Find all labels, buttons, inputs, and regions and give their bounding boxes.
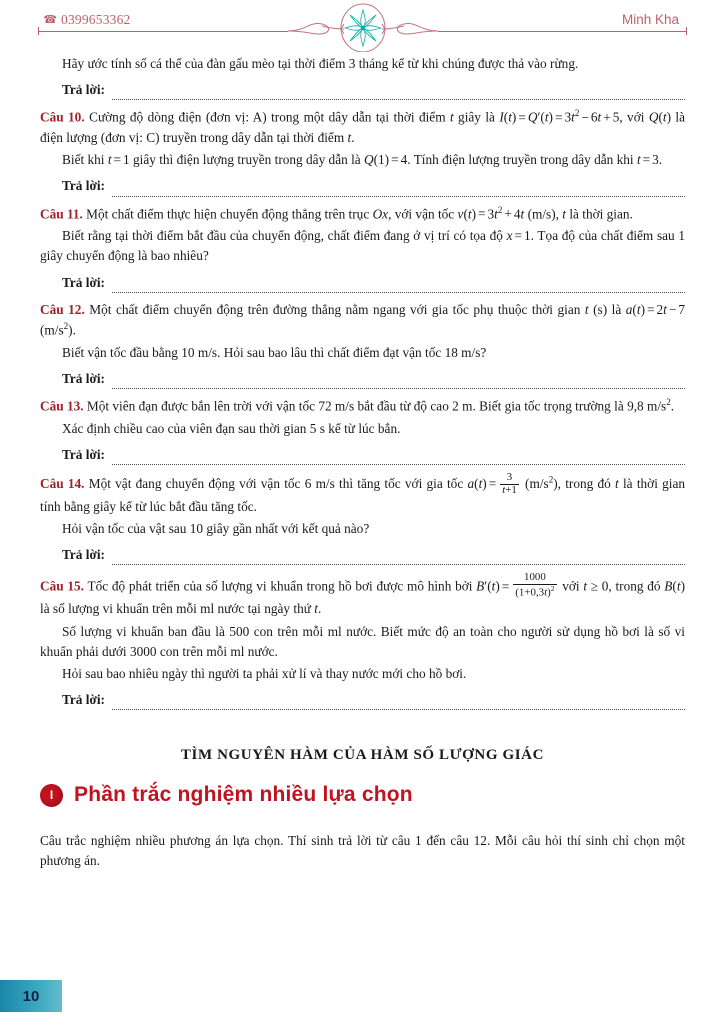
question-12-sub: Biết vận tốc đầu bằng 10 m/s. Hỏi sau bao lâu thì chất điểm đạt vận tốc 18 m/s? [62,344,487,360]
page-header [0,0,725,48]
question-13-label: Câu 13. [40,398,84,414]
floral-divider-ornament [288,0,438,52]
question-10-text-b: giây là [453,109,500,125]
part-title: Phần trắc nghiệm nhiều lựa chọn [74,783,413,807]
question-11-label: Câu 11. [40,206,83,222]
phone-icon: ☎ [43,13,57,26]
question-13-sub: Xác định chiều cao của viên đạn sau thời gian 5 s kể từ lúc bắn. [62,420,401,436]
page-content [0,48,725,872]
answer-label: Trả lời: [62,178,105,194]
question-10-statement: Câu 10. Cường độ dòng điện (đơn vị: A) trong một dây dẫn tại thời điểm t giây là $I(t) = Q'(t) = 3t^2 - 6t + 5$, với Q(t) là điện lượng (đơn vị: C) truyền trong dây dẫn tại thời điểm t. [40,108,686,146]
question-12-label: Câu 12. [40,301,85,317]
section-title: TÌM NGUYÊN HÀM CỦA HÀM SỐ LƯỢNG GIÁC [180,747,545,764]
answer-row-14 [40,545,685,565]
question-10-text-a: Cường độ dòng điện (đơn vị: A) trong một dây dẫn tại thời điểm [89,109,450,125]
answer-row-intro [40,80,685,100]
question-11-sub: Biết rằng tại thời điểm bắt đầu của chuyển động, chất điểm đang ở vị trí có tọa độ x = 1. Tọa độ của chất điểm sau 1 giây chuyển động là bao nhiêu? [40,228,685,264]
question-10-label: Câu 10. [40,109,85,125]
question-14-statement: Câu 14. Một vật đang chuyển động với vận tốc 6 m/s thì tăng tốc với gia tốc a(t) = $\frac{3}{t+1}$ $(m/s^2)$, trong đó t là thời gian tính bằng giây kể từ lúc bắt đầu tăng tốc. [40,471,686,514]
question-15-sub-b: Hỏi sau bao nhiêu ngày thì người ta phải xử lí và thay nước mới cho hồ bơi. [62,666,467,682]
question-block-12 [40,300,685,389]
header-author: Minh Kha [614,12,679,27]
answer-dotted-line[interactable] [112,190,685,197]
part-number-badge: I [40,784,63,807]
question-15-statement: Câu 15. Tốc độ phát triển của số lượng vi khuẩn trong hồ bơi được mô hình bởi B′(t) = $\frac{1000}{(1+0,3t)^2}$ với t ≥ 0, trong đó B(t) là số lượng vi khuẩn trên mỗi ml nước tại ngày thứ t. [40,571,685,617]
header-phone-number: 0399653362 [61,12,131,27]
part-description: Câu trắc nghiệm nhiều phương án lựa chọn. Thí sinh trả lời từ câu 1 đến câu 12. Mỗi câu hỏi thí sinh chỉ chọn một phương án. [40,833,685,869]
part-heading [40,779,685,811]
question-11-statement: Câu 11. Một chất điểm thực hiện chuyển động thẳng trên trục Ox, với vận tốc $v(t) = 3t^2 + 4t$ (m/s), t là thời gian. [40,204,633,222]
question-10-sub: Biết khi t = 1 giây thì điện lượng truyền trong dây dẫn là Q(1) = 4. Tính điện lượng truyền trong dây dẫn khi t = 3. [62,152,663,168]
answer-row-12 [40,369,685,389]
answer-dotted-line[interactable] [112,382,685,389]
answer-dotted-line[interactable] [112,703,685,710]
answer-label: Trả lời: [62,274,105,290]
answer-row-13 [40,445,685,465]
answer-row-11 [40,273,685,293]
question-15-sub-a: Số lượng vi khuẩn ban đầu là 500 con trên mỗi ml nước. Biết mức độ an toàn cho người sử dụng hồ bơi là số vi khuẩn phải dưới 3000 con trên mỗi ml nước. [40,623,685,659]
question-block-11 [40,204,685,293]
answer-dotted-line[interactable] [112,458,685,465]
answer-dotted-line[interactable] [112,558,685,565]
question-10-text-d: là điện lượng (đơn vị: C) truyền trong dây dẫn tại thời điểm [40,109,686,146]
header-phone [43,12,137,28]
intro-block [40,54,685,100]
question-block-15 [40,572,685,710]
answer-row-10 [40,176,685,196]
answer-label: Trả lời: [62,692,105,708]
question-block-14 [40,472,685,565]
question-block-13 [40,396,685,465]
answer-label: Trả lời: [62,547,105,563]
intro-paragraph: Hãy ước tính số cá thể của đàn gấu mèo tại thời điểm 3 tháng kể từ khi chúng được thả vào rừng. [62,56,579,71]
question-block-10 [40,107,685,196]
question-13-statement: Câu 13. Một viên đạn được bắn lên trời với vận tốc 72 m/s bắt đầu từ độ cao 2 m. Biết gia tốc trọng trường là 9,8 $m/s^2$. [40,397,675,414]
answer-label: Trả lời: [62,82,105,98]
answer-dotted-line[interactable] [112,93,685,100]
question-12-statement: Câu 12. Một chất điểm chuyển động trên đường thẳng nằm ngang với gia tốc phụ thuộc thời gian t (s) là a(t) = 2t − 7 $(m/s^2)$. [40,301,686,338]
page-number-badge: 10 [0,980,62,1012]
answer-dotted-line[interactable] [112,286,685,293]
question-10-text-c: , với [619,109,649,125]
answer-label: Trả lời: [62,446,105,462]
question-14-sub: Hỏi vận tốc của vật sau 10 giây gần nhất với kết quả nào? [62,520,370,536]
question-15-label: Câu 15. [40,578,84,594]
answer-row-15 [40,690,685,710]
answer-label: Trả lời: [62,370,105,386]
question-14-label: Câu 14. [40,476,85,491]
